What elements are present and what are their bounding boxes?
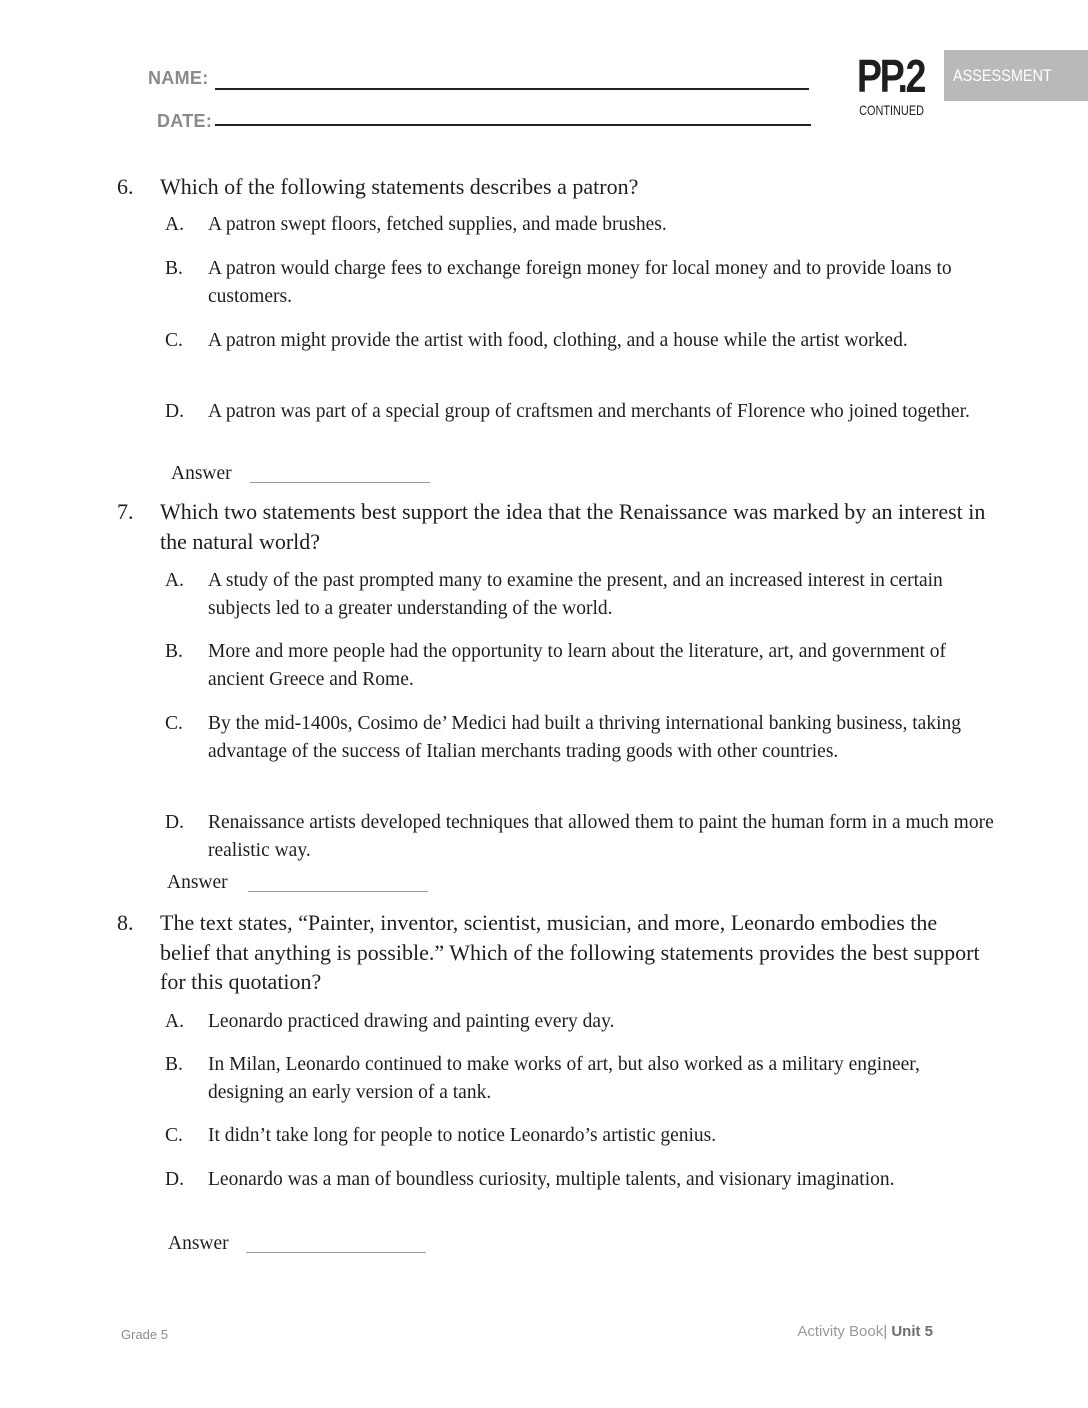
option-text: A patron would charge fees to exchange foreign money for local money and to provide loans to customers. [208,258,952,307]
option-letter: A. [165,570,184,591]
answer-field[interactable] [248,891,428,892]
option-letter: D. [165,812,184,833]
option-text: By the mid-1400s, Cosimo de’ Medici had built a thriving international banking business, taking advantage of the success of Italian merchants trading goods with other countries. [208,713,961,762]
option-text: A patron swept floors, fetched supplies, and made brushes. [208,214,667,235]
footer-unit: Unit 5 [891,1323,933,1340]
answer-field[interactable] [246,1252,426,1253]
date-label: DATE: [157,111,213,131]
option-letter: C. [165,330,183,351]
answer-label: Answer [167,872,228,893]
name-field[interactable] [215,88,809,90]
option-text: It didn’t take long for people to notice Leonardo’s artistic genius. [208,1125,717,1146]
question-stem: Which of the following statements describes a patron? [160,174,639,199]
assessment-tab [944,50,1088,101]
footer-book: Activity Book [797,1323,884,1340]
question-number: 7. [117,499,134,524]
answer-label: Answer [171,463,232,484]
option-letter: B. [165,641,183,662]
option-text: A patron might provide the artist with food, clothing, and a house while the artist worked. [208,330,908,351]
footer-grade: Grade 5 [121,1327,168,1342]
option-letter: A. [165,214,184,235]
footer-separator: | [883,1323,888,1340]
option-text: In Milan, Leonardo continued to make works of art, but also worked as a military engineer, designing an early version of a tank. [208,1054,920,1103]
question-number: 8. [117,910,134,935]
option-letter: C. [165,713,183,734]
page-code: PP.2 [856,50,924,102]
option-text: A patron was part of a special group of craftsmen and merchants of Florence who joined together. [208,401,970,422]
question-stem: Which two statements best support the idea that the Renaissance was marked by an interest in the natural world? [160,499,986,554]
option-text: A study of the past prompted many to examine the present, and an increased interest in certain subjects led to a greater understanding of the world. [208,570,943,619]
date-field[interactable] [215,124,811,126]
option-letter: A. [165,1011,184,1032]
option-letter: C. [165,1125,183,1146]
footer-book-unit [783,1323,933,1340]
option-text: Leonardo practiced drawing and painting every day. [208,1011,615,1032]
answer-label: Answer [168,1233,229,1254]
option-letter: B. [165,1054,183,1075]
option-text: More and more people had the opportunity to learn about the literature, art, and government of ancient Greece and Rome. [208,641,947,690]
option-text: Renaissance artists developed techniques that allowed them to paint the human form in a much more realistic way. [208,812,994,861]
question-stem: The text states, “Painter, inventor, scientist, musician, and more, Leonardo embodies the belief that anything is possible.” Which of the following statements provides the best support for this quotation? [160,910,980,994]
question-number: 6. [117,174,134,199]
continued-label: CONTINUED [859,102,924,118]
option-letter: D. [165,1169,184,1190]
name-label: NAME: [148,68,209,88]
assessment-label: ASSESSMENT [953,66,1052,85]
option-text: Leonardo was a man of boundless curiosity, multiple talents, and visionary imagination. [208,1169,895,1190]
answer-field[interactable] [250,482,430,483]
option-letter: B. [165,258,183,279]
option-letter: D. [165,401,184,422]
